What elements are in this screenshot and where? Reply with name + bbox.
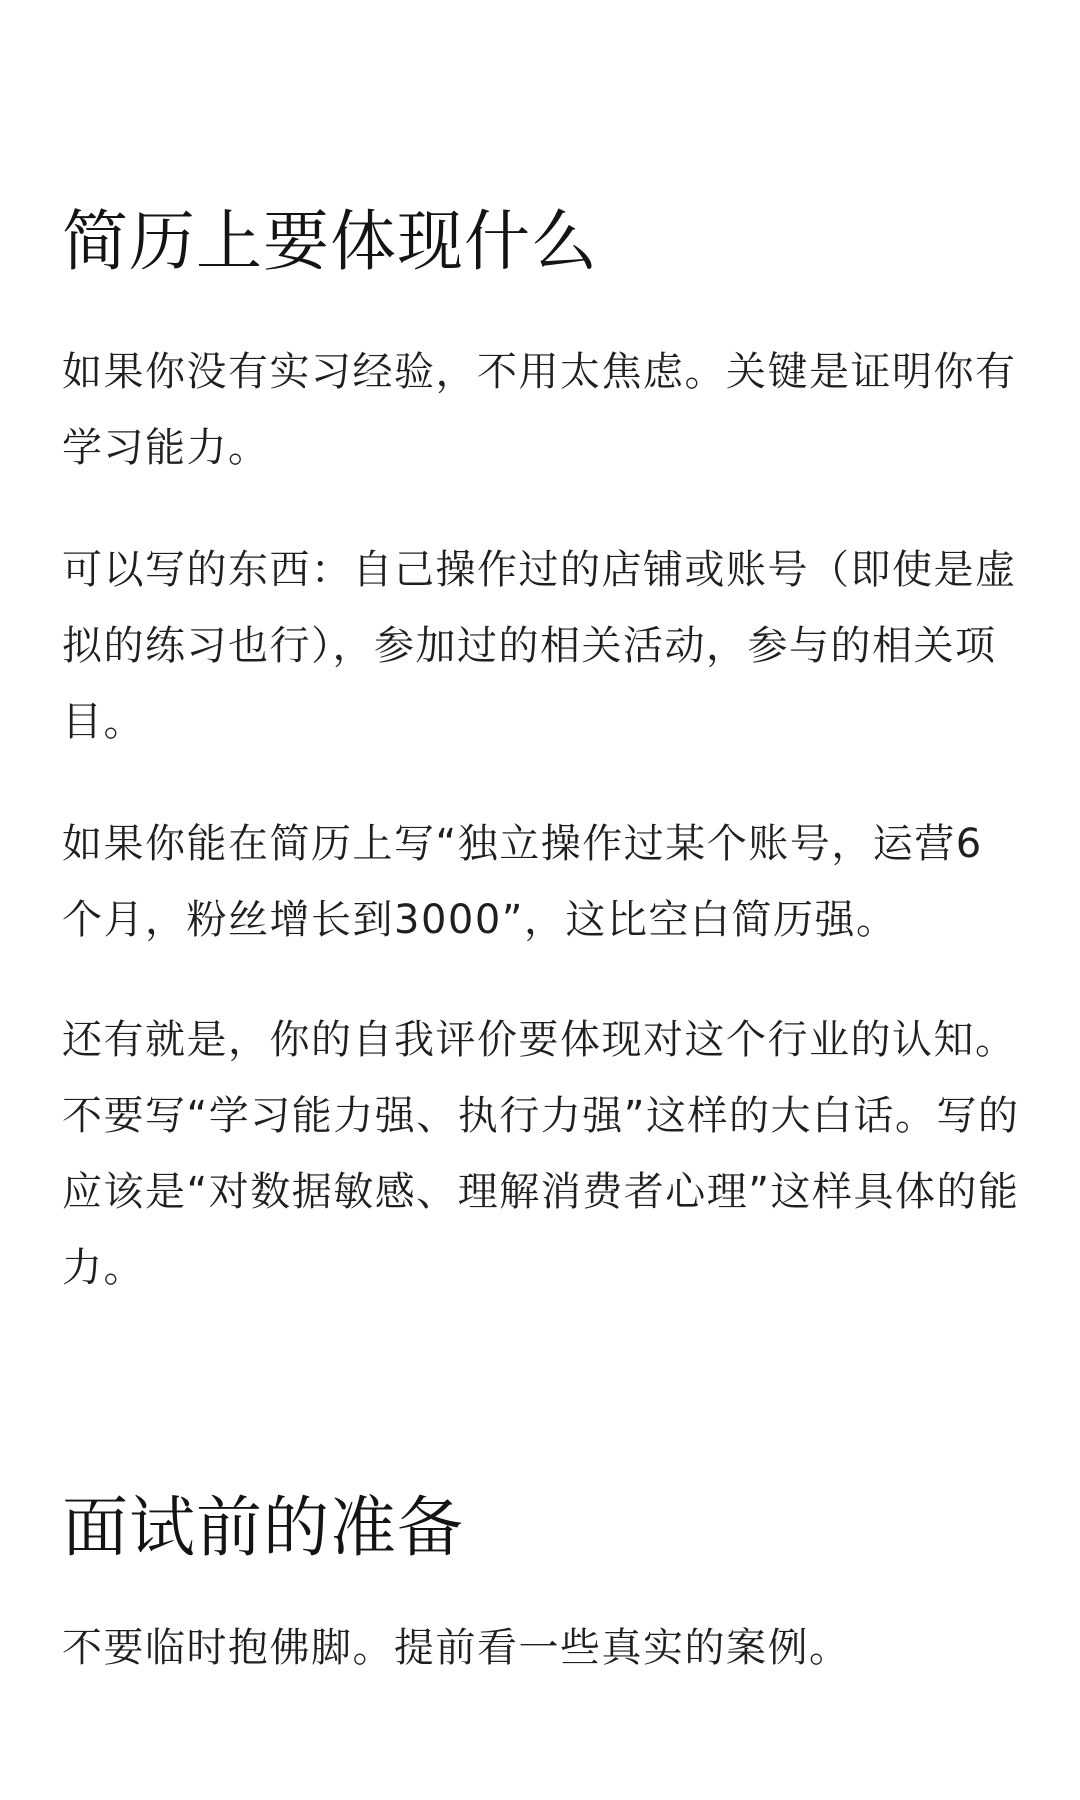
paragraph-prepare-early: 不要临时抱佛脚。提前看一些真实的案例。 xyxy=(62,1625,851,1671)
section-title-interview: 面试前的准备 xyxy=(62,1489,464,1566)
paragraph-account-example: 如果你能在简历上写“独立操作过某个账号，运营6个月，粉丝增长到3000”，这比空白简历强。 xyxy=(62,821,983,943)
paragraph-what-to-write: 可以写的东西：自己操作过的店铺或账号（即使是虚拟的练习也行），参加过的相关活动，参与的相关项目。 xyxy=(62,547,1017,745)
paragraph-self-evaluation: 还有就是，你的自我评价要体现对这个行业的认知。不要写“学习能力强、执行力强”这样的大白话。写的应该是“对数据敏感、理解消费者心理”这样具体的能力。 xyxy=(62,1017,1020,1291)
paragraph-no-internship: 如果你没有实习经验，不用太焦虑。关键是证明你有学习能力。 xyxy=(62,349,1017,471)
section-title-resume: 简历上要体现什么 xyxy=(62,203,598,280)
